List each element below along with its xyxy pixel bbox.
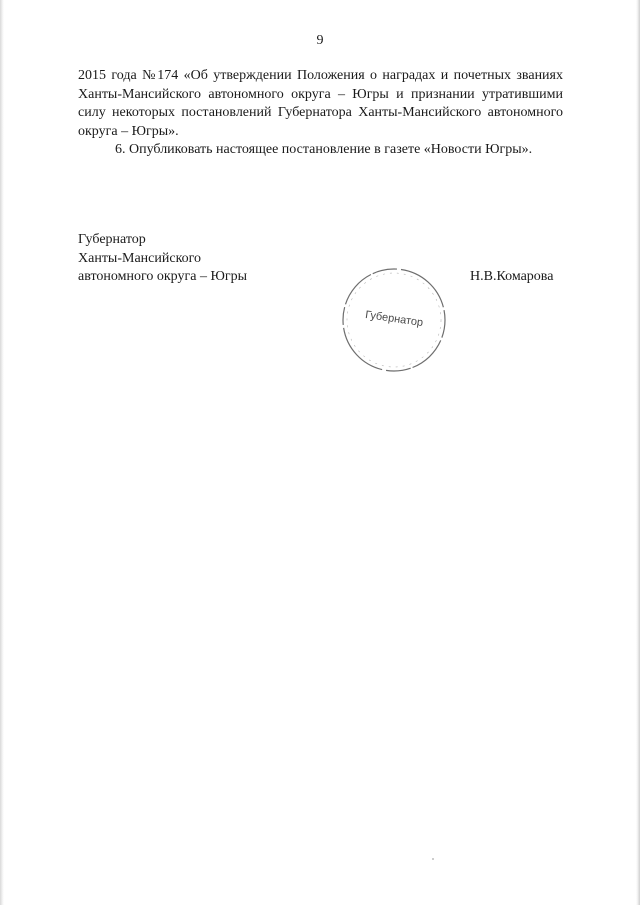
governor-stamp bbox=[338, 264, 450, 376]
paragraph-item-6: 6. Опубликовать настоящее постановление в газете «Новости Югры». bbox=[115, 142, 533, 157]
paragraph-continuation: 2015 года №174 «Об утверждении Положения о наградах и почетных званиях Ханты-Мансийского автономного округа – Югры и признании утратившими силу некоторых постановлений Губернатора Ханты-Мансийского автономного округа – Югры». bbox=[78, 68, 563, 139]
stamp-text: Губернатор bbox=[364, 309, 424, 330]
signature-position-line: Губернатор bbox=[78, 232, 146, 247]
signature-position-line: Ханты-Мансийского bbox=[78, 250, 202, 266]
signature-position-line: автономного округа – Югры bbox=[78, 269, 247, 284]
scan-edge-right bbox=[636, 0, 640, 905]
scan-speck bbox=[432, 858, 434, 860]
page-number: 9 bbox=[316, 33, 324, 48]
signature-position bbox=[78, 231, 247, 287]
scan-edge-left bbox=[0, 0, 4, 905]
signer-name: Н.В.Комарова bbox=[470, 269, 554, 284]
document-body bbox=[78, 67, 563, 160]
